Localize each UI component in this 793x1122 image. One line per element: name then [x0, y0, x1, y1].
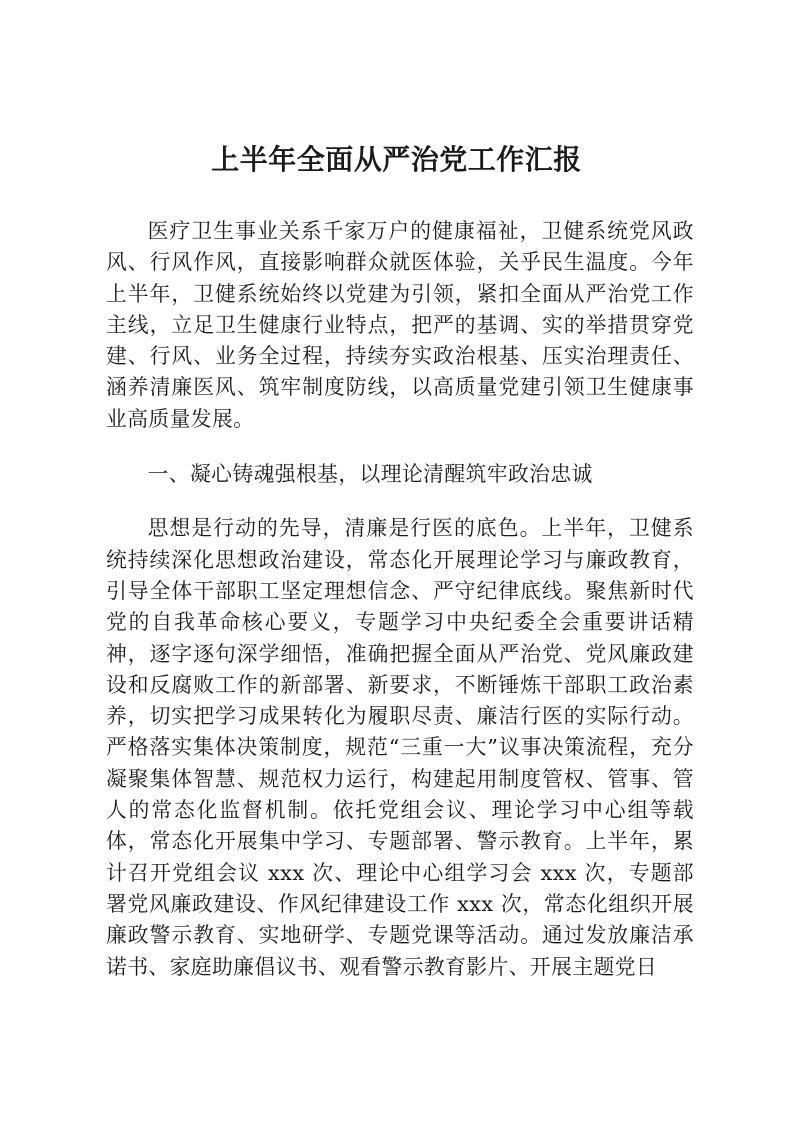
document-body	[106, 216, 694, 1006]
document-title: 上半年全面从严治党工作汇报	[211, 143, 582, 176]
section-paragraph: 思想是行动的先导，清廉是行医的底色。上半年，卫健系统持续深化思想政治建设，常态化开展理论学习与廉政教育，引导全体干部职工坚定理想信念、严守纪律底线。聚焦新时代党的自我革命核心要义，专题学习中央纪委全会重要讲话精神，逐字逐句深学细悟，准确把握全面从严治党、党风廉政建设和反腐败工作的新部署、新要求，不断锤炼干部职工政治素养，切实把学习成果转化为履职尽责、廉洁行医的实际行动。严格落实集体决策制度，规范“三重一大”议事决策流程，充分凝聚集体智慧、规范权力运行，构建起用制度管权、管事、管人的常态化监督机制。依托党组会议、理论学习中心组等载体，常态化开展集中学习、专题部署、警示教育。上半年，累计召开党组会议 xxx 次、理论中心组学习会 xxx 次，专题部署党风廉政建设、作风纪律建设工作 xxx 次，常态化组织开展廉政警示教育、实地研学、专题党课等活动。通过发放廉洁承诺书、家庭助廉倡议书、观看警示教育影片、开展主题党日	[106, 516, 694, 979]
intro-paragraph: 医疗卫生事业关系千家万户的健康福祉，卫健系统党风政风、行风作风，直接影响群众就医体验，关乎民生温度。今年上半年，卫健系统始终以党建为引领，紧扣全面从严治党工作主线，立足卫生健康行业特点，把严的基调、实的举措贯穿党建、行风、业务全过程，持续夯实政治根基、压实治理责任、涵养清廉医风、筑牢制度防线，以高质量党建引领卫生健康事业高质量发展。	[106, 219, 694, 431]
section-heading: 一、凝心铸魂强根基，以理论清醒筑牢政治忠诚	[147, 461, 593, 486]
